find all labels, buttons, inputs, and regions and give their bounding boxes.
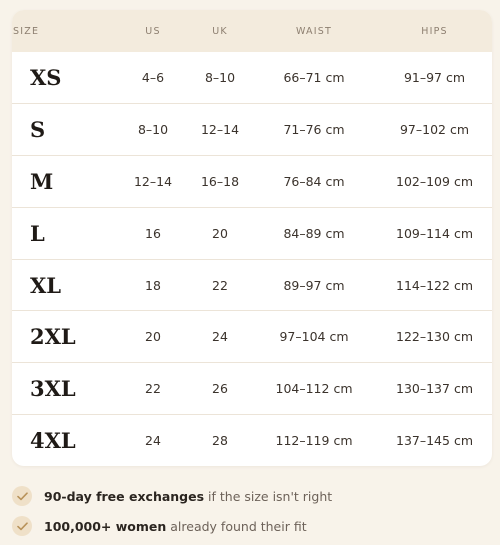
size-label: XS [30,65,62,91]
uk-size: 26 [212,381,228,397]
waist-range: 97–104 cm [279,329,349,345]
header-hips: HIPS [421,25,448,37]
uk-size: 22 [212,277,228,293]
uk-size: 20 [212,225,228,241]
hips-range: 122–130 cm [396,329,473,345]
waist-range: 71–76 cm [283,122,345,138]
hips-range: 91–97 cm [403,70,466,86]
size-label: S [30,117,46,143]
note-free-exchanges [12,483,492,509]
hips-range: 97–102 cm [399,122,470,138]
size-label: 4XL [30,428,76,454]
table-row [12,415,492,466]
size-chart-body [12,52,492,466]
hips-range: 137–145 cm [396,433,473,449]
uk-size: 16–18 [200,173,240,189]
size-label: M [30,168,54,194]
us-size: 8–10 [137,122,169,138]
waist-range: 104–112 cm [275,381,353,397]
size-chart-header [12,10,492,52]
table-row [12,207,492,259]
us-size: 18 [145,277,161,293]
hips-range: 102–109 cm [396,173,473,189]
note-women-fit [12,513,492,539]
size-label: XL [30,272,62,298]
waist-range: 112–119 cm [275,433,353,449]
size-chart-card [12,10,492,466]
waist-range: 76–84 cm [283,173,345,189]
check-icon [12,516,32,536]
table-row [12,363,492,415]
us-size: 12–14 [133,173,173,189]
note-highlight: 100,000+ women [44,518,167,534]
us-size: 4–6 [141,70,165,86]
header-size: SIZE [13,25,40,37]
header-uk: UK [212,25,228,37]
us-size: 20 [145,329,161,345]
table-row [12,259,492,311]
waist-range: 66–71 cm [283,70,345,86]
hips-range: 109–114 cm [396,225,473,241]
waist-range: 84–89 cm [283,225,345,241]
table-row [12,311,492,363]
us-size: 16 [145,225,161,241]
size-label: 2XL [30,324,76,350]
fit-guarantee-notes [12,483,492,543]
note-text [44,489,332,504]
check-icon [12,486,32,506]
table-row [12,52,492,104]
uk-size: 24 [212,329,228,345]
waist-range: 89–97 cm [283,277,345,293]
uk-size: 28 [212,433,228,449]
us-size: 22 [145,381,161,397]
size-label: 3XL [30,376,76,402]
size-label: L [30,220,45,246]
header-us: US [145,25,161,37]
uk-size: 12–14 [200,122,240,138]
note-text [44,519,307,534]
hips-range: 130–137 cm [396,381,473,397]
note-highlight: 90-day free exchanges [44,488,205,504]
header-row [12,10,492,52]
uk-size: 8–10 [204,70,236,86]
hips-range: 114–122 cm [396,277,473,293]
header-waist: WAIST [295,25,332,37]
table-row [12,156,492,208]
us-size: 24 [145,433,161,449]
note-detail: already found their fit [166,518,307,534]
note-detail: if the size isn't right [204,488,333,504]
table-row [12,104,492,156]
size-chart-table [12,10,492,466]
